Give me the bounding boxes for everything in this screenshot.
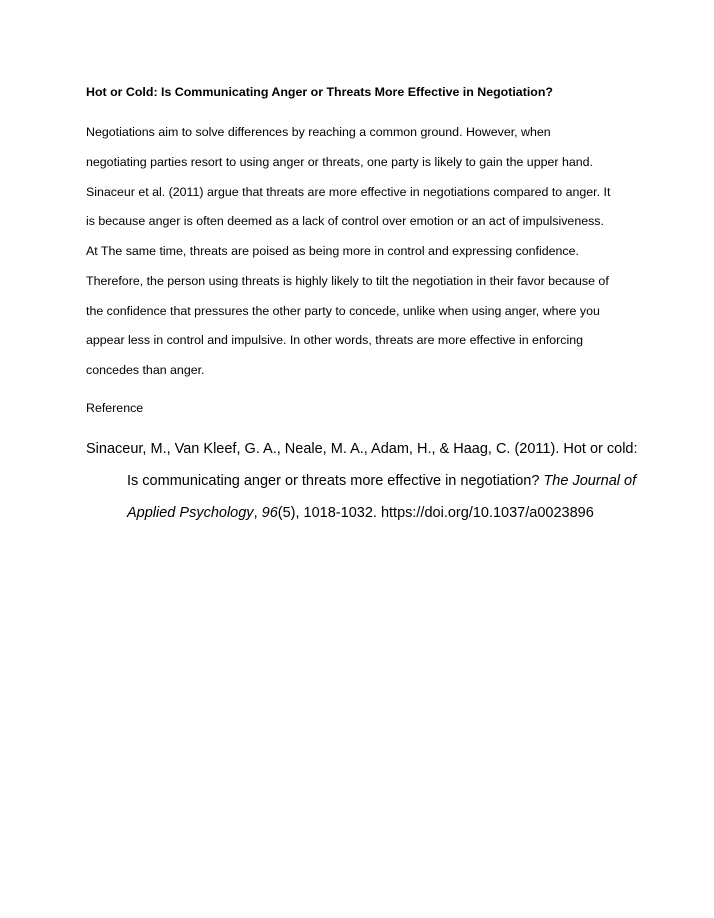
document-title: Hot or Cold: Is Communicating Anger or Threats More Effective in Negotiation? (86, 85, 553, 99)
paragraph-line: concedes than anger. (86, 363, 205, 377)
paragraph-line: the confidence that pressures the other party to concede, unlike when using anger, where you (86, 304, 600, 318)
paragraph-line: At The same time, threats are poised as being more in control and expressing confidence. (86, 244, 579, 258)
paragraph-line: is because anger is often deemed as a lack of control over emotion or an act of impulsiveness. (86, 214, 604, 228)
reference-journal-name: The Journal of (543, 473, 637, 489)
paragraph-line: Negotiations aim to solve differences by reaching a common ground. However, when (86, 125, 551, 139)
reference-issue-pages-doi: (5), 1018-1032. https://doi.org/10.1037/a0023896 (277, 505, 594, 521)
paragraph-line: Sinaceur et al. (2011) argue that threats are more effective in negotiations compared to anger. It (86, 185, 611, 199)
reference-article-title: Is communicating anger or threats more effective in negotiation? (127, 473, 544, 489)
reference-line-1: Sinaceur, M., Van Kleef, G. A., Neale, M. A., Adam, H., & Haag, C. (2011). Hot or cold: (86, 441, 638, 457)
paragraph-line: Therefore, the person using threats is highly likely to tilt the negotiation in their favor because of (86, 274, 609, 288)
reference-journal-name-cont: Applied Psychology (127, 505, 254, 521)
reference-heading: Reference (86, 401, 144, 415)
reference-line-2 (127, 472, 636, 490)
reference-volume: 96 (261, 505, 278, 521)
reference-line-3 (127, 504, 594, 522)
paragraph-line: negotiating parties resort to using anger or threats, one party is likely to gain the upper hand. (86, 155, 593, 169)
paragraph-line: appear less in control and impulsive. In other words, threats are more effective in enforcing (86, 333, 584, 347)
reference-separator: , (253, 505, 262, 521)
